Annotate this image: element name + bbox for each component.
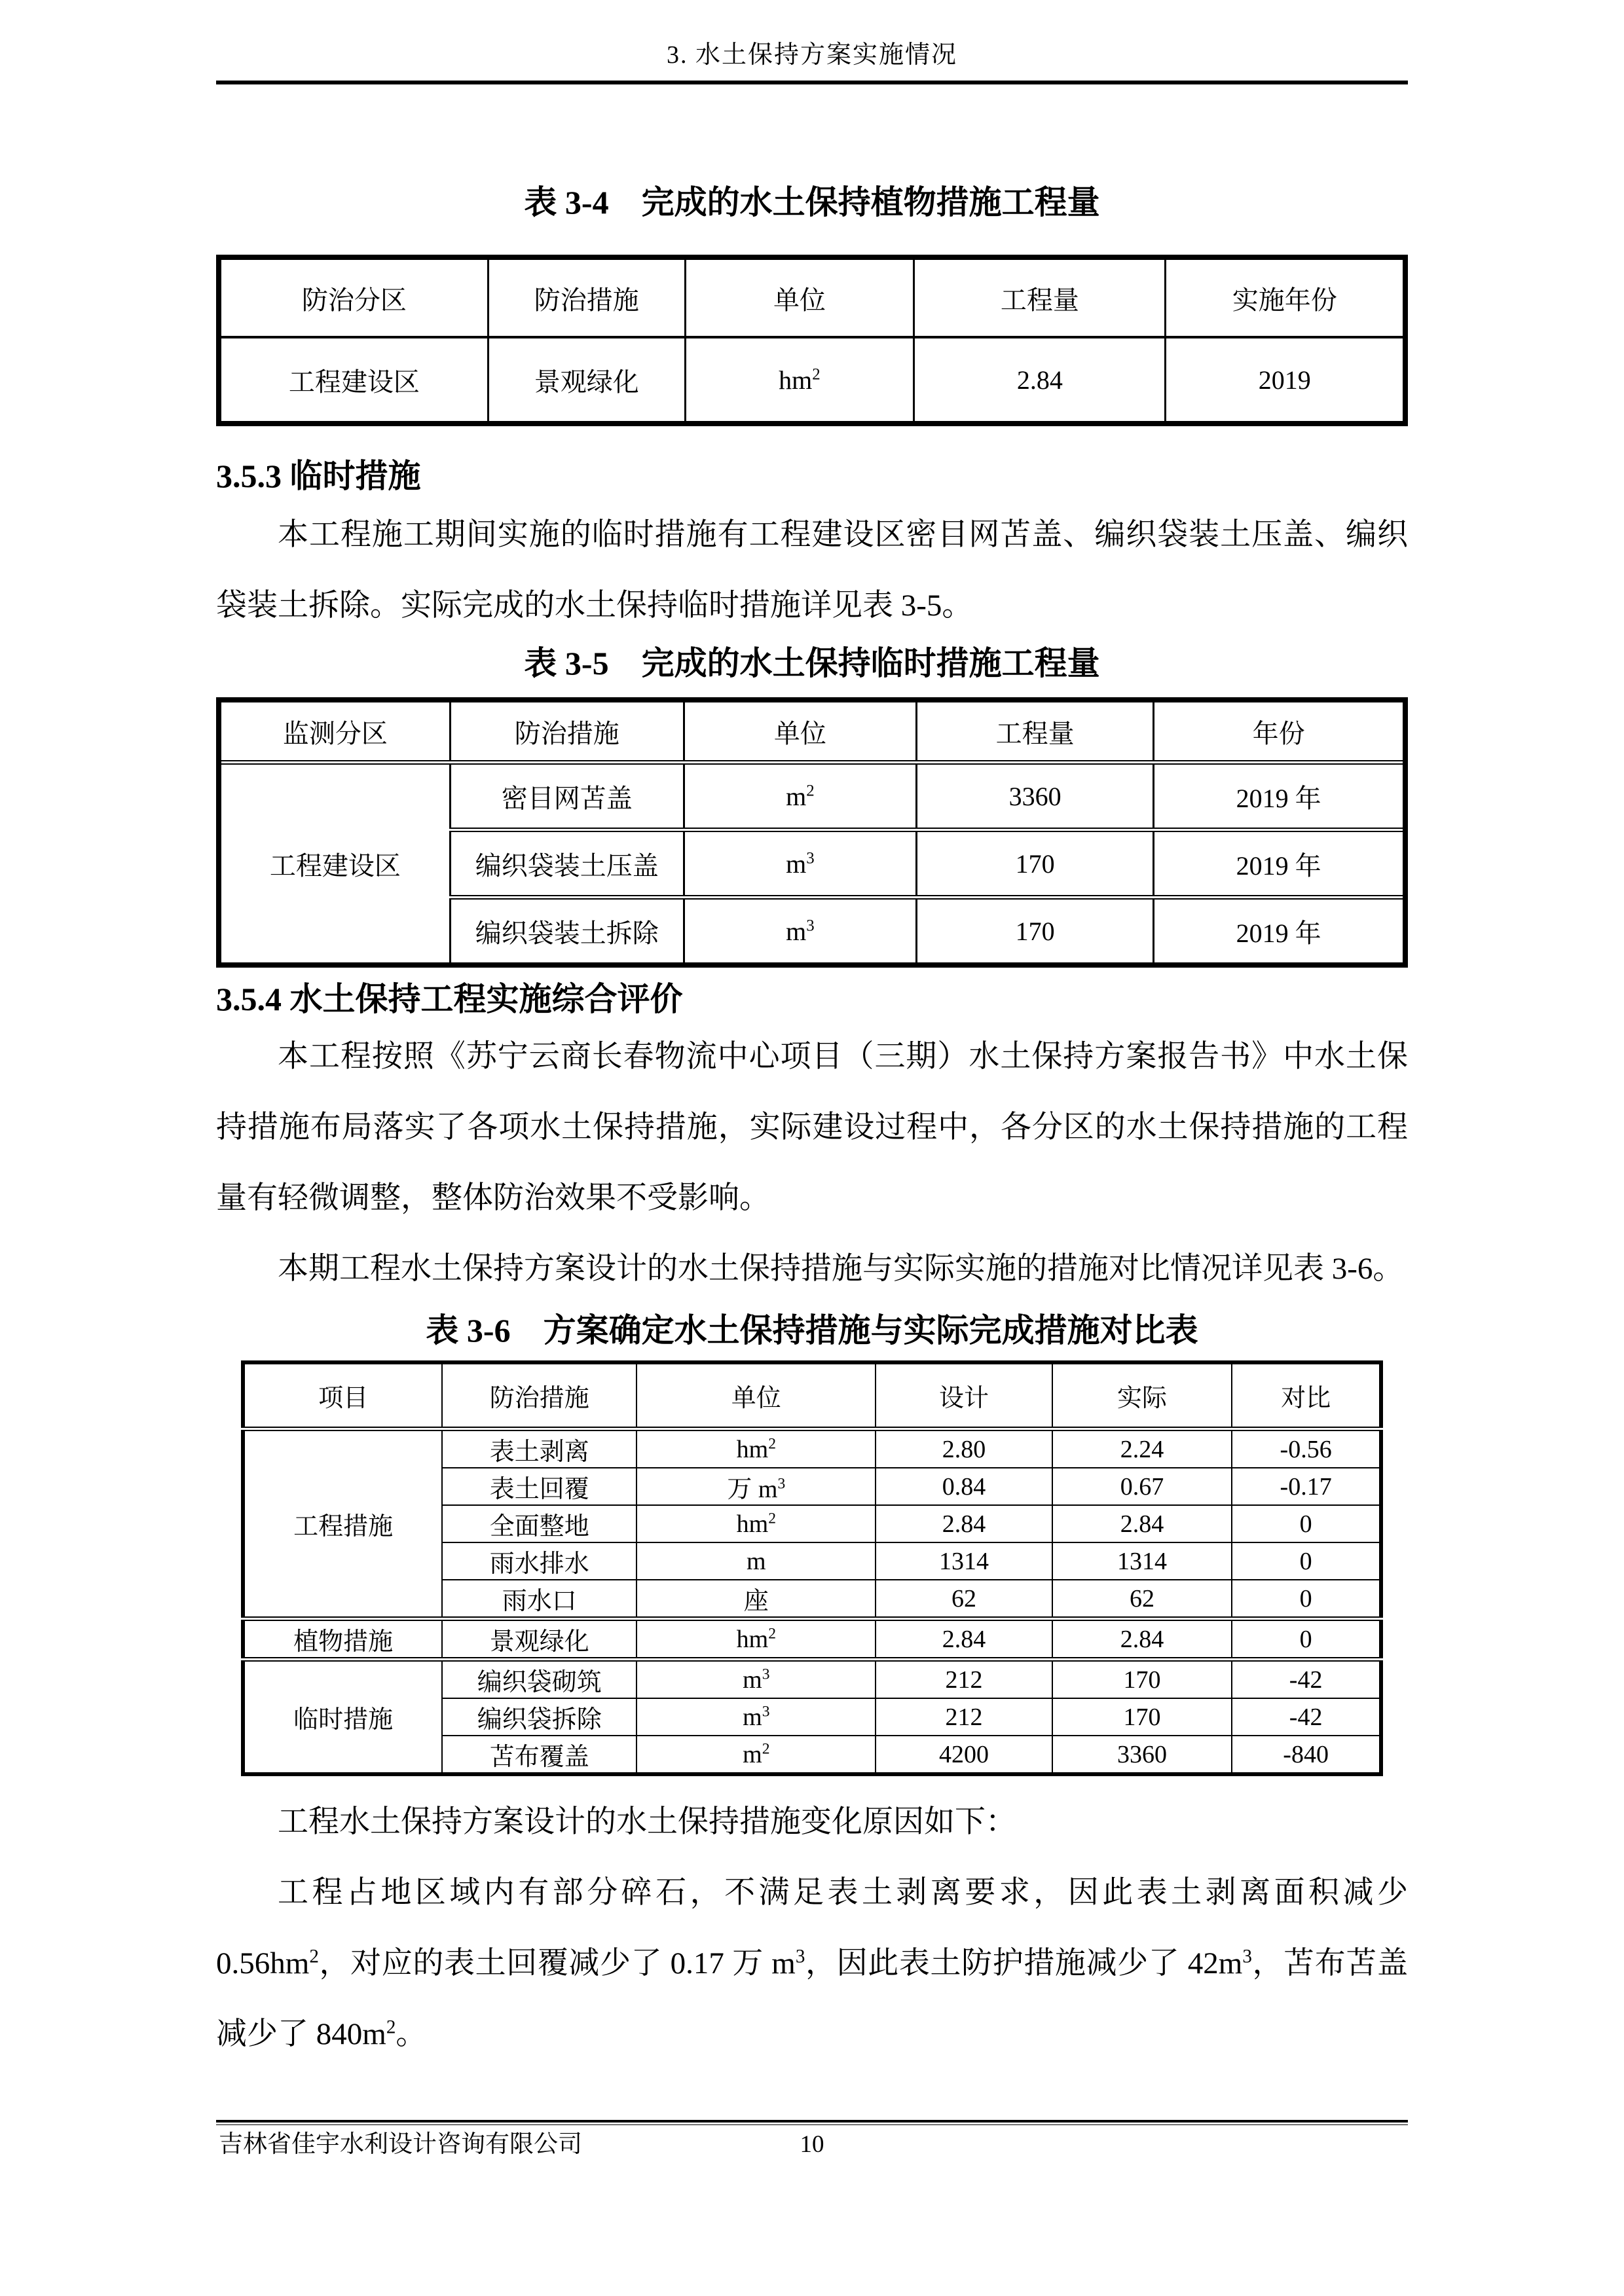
column-header: 实际 xyxy=(1052,1362,1232,1429)
table-cell: 编织袋砌筑 xyxy=(442,1660,637,1699)
table-cell: 62 xyxy=(876,1580,1052,1619)
table-cell: $m^2$ xyxy=(684,763,916,830)
header-rule xyxy=(216,81,1408,84)
footer-page-number: 10 xyxy=(800,2131,824,2158)
running-header: 3. 水土保持方案实施情况 xyxy=(666,41,957,69)
column-header: 年份 xyxy=(1154,700,1405,763)
column-header: 单位 xyxy=(684,700,916,763)
paragraph-change-reasons-intro: 工程水土保持方案设计的水土保持措施变化原因如下： xyxy=(278,1805,1016,1839)
column-header: 对比 xyxy=(1232,1362,1381,1429)
table-cell: 0 xyxy=(1232,1580,1381,1619)
table-3-5-header xyxy=(219,700,1405,763)
paragraph-change-reasons-detail: 工程占地区域内有部分碎石，不满足表土剥离要求，因此表土剥离面积减少 $0.56hm^2$，对应的表土回覆减少了 0.17 万 $m^3$，因此表土防护措施减少了 $42m^3$，苫布苫盖减少了 $840m^2$。 xyxy=(216,1876,1409,2051)
table-cell: $m^3$ xyxy=(684,830,916,898)
table-cell: $hm^2$ xyxy=(637,1429,876,1468)
table-cell: 2.84 xyxy=(1052,1619,1232,1660)
table-cell: 工程建设区 xyxy=(219,337,488,424)
table-cell: 2019 xyxy=(1166,337,1405,424)
section-heading-3-5-3: 3.5.3 临时措施 xyxy=(216,458,421,494)
table-cell: 表土剥离 xyxy=(442,1429,637,1468)
table-cell: -42 xyxy=(1232,1660,1381,1699)
table-cell: 景观绿化 xyxy=(442,1619,637,1660)
table-cell: 170 xyxy=(1052,1698,1232,1736)
table-cell: 2.84 xyxy=(876,1619,1052,1660)
table-cell: 0 xyxy=(1232,1619,1381,1660)
table-cell: 170 xyxy=(916,898,1153,966)
table-cell: 座 xyxy=(637,1580,876,1619)
table-cell: 0.67 xyxy=(1052,1468,1232,1505)
table-cell: 62 xyxy=(1052,1580,1232,1619)
column-header: 防治分区 xyxy=(219,257,488,337)
table-cell: 植物措施 xyxy=(243,1619,442,1660)
table-cell: 密目网苫盖 xyxy=(450,763,684,830)
table-row xyxy=(219,763,1405,830)
page-content xyxy=(216,0,1408,2069)
table-cell: 全面整地 xyxy=(442,1505,637,1542)
table-cell: 万 $m^3$ xyxy=(637,1468,876,1505)
table-cell: -0.56 xyxy=(1232,1429,1381,1468)
table-cell: 雨水口 xyxy=(442,1580,637,1619)
table-3-4-title: 表 3-4 完成的水土保持植物措施工程量 xyxy=(524,184,1100,221)
table-cell: 苫布覆盖 xyxy=(442,1736,637,1774)
column-header: 单位 xyxy=(637,1362,876,1429)
table-cell: 0 xyxy=(1232,1505,1381,1542)
table-3-4-header xyxy=(219,257,1405,337)
table-3-5 xyxy=(216,697,1408,968)
table-cell: 0 xyxy=(1232,1542,1381,1580)
table-3-6-body xyxy=(243,1429,1381,1775)
table-cell: 212 xyxy=(876,1698,1052,1736)
table-cell: 2.24 xyxy=(1052,1429,1232,1468)
table-3-6-header xyxy=(243,1362,1381,1429)
column-header: 防治措施 xyxy=(442,1362,637,1429)
table-cell: 编织袋装土压盖 xyxy=(450,830,684,898)
table-3-4 xyxy=(216,255,1408,426)
table-cell: 工程措施 xyxy=(243,1429,442,1619)
table-cell: m xyxy=(637,1542,876,1580)
table-cell: $hm^2$ xyxy=(685,337,914,424)
table-cell: $m^3$ xyxy=(637,1660,876,1699)
table-cell: $hm^2$ xyxy=(637,1619,876,1660)
table-3-5-body xyxy=(219,763,1405,966)
table-cell: 1314 xyxy=(876,1542,1052,1580)
column-header: 工程量 xyxy=(914,257,1166,337)
paragraph-temporary-measures: 本工程施工期间实施的临时措施有工程建设区密目网苫盖、编织袋装土压盖、编织袋装土拆除。实际完成的水土保持临时措施详见表 3-5。 xyxy=(216,518,1408,623)
column-header: 防治措施 xyxy=(450,700,684,763)
table-cell: 3360 xyxy=(916,763,1153,830)
table-3-5-title: 表 3-5 完成的水土保持临时措施工程量 xyxy=(524,645,1100,682)
column-header: 工程量 xyxy=(916,700,1153,763)
table-cell: $m^3$ xyxy=(684,898,916,966)
section-heading-3-5-4: 3.5.4 水土保持工程实施综合评价 xyxy=(216,981,683,1017)
table-cell: $hm^2$ xyxy=(637,1505,876,1542)
table-cell: 景观绿化 xyxy=(488,337,685,424)
table-cell: 4200 xyxy=(876,1736,1052,1774)
table-cell: -0.17 xyxy=(1232,1468,1381,1505)
table-cell: 2019 年 xyxy=(1154,763,1405,830)
table-cell: 编织袋装土拆除 xyxy=(450,898,684,966)
column-header: 单位 xyxy=(685,257,914,337)
table-row xyxy=(243,1429,1381,1468)
table-cell: 212 xyxy=(876,1660,1052,1699)
column-header: 实施年份 xyxy=(1166,257,1405,337)
footer-rule-thin xyxy=(216,2124,1408,2125)
table-row xyxy=(219,337,1405,424)
table-cell: 170 xyxy=(916,830,1153,898)
column-header: 监测分区 xyxy=(219,700,450,763)
paragraph-comparison-reference: 本期工程水土保持方案设计的水土保持措施与实际实施的措施对比情况详见表 3-6。 xyxy=(278,1252,1404,1286)
table-cell: 2.84 xyxy=(914,337,1166,424)
paragraph-overall-evaluation: 本工程按照《苏宁云商长春物流中心项目（三期）水土保持方案报告书》中水土保持措施布局落实了各项水土保持措施，实际建设过程中，各分区的水土保持措施的工程量有轻微调整，整体防治效果不受影响。 xyxy=(216,1040,1408,1215)
table-cell: 2019 年 xyxy=(1154,898,1405,966)
table-row xyxy=(243,1660,1381,1699)
table-cell: 3360 xyxy=(1052,1736,1232,1774)
table-3-6-title: 表 3-6 方案确定水土保持措施与实际完成措施对比表 xyxy=(426,1312,1198,1349)
table-cell: 2019 年 xyxy=(1154,830,1405,898)
column-header: 防治措施 xyxy=(488,257,685,337)
table-cell: $m^2$ xyxy=(637,1736,876,1774)
table-cell: -840 xyxy=(1232,1736,1381,1774)
footer-rule-thick xyxy=(216,2120,1408,2123)
table-3-4-body xyxy=(219,337,1405,424)
table-cell: 170 xyxy=(1052,1660,1232,1699)
table-cell: 雨水排水 xyxy=(442,1542,637,1580)
table-cell: 0.84 xyxy=(876,1468,1052,1505)
table-cell: 1314 xyxy=(1052,1542,1232,1580)
table-cell: 2.80 xyxy=(876,1429,1052,1468)
footer-company-name: 吉林省佳宇水利设计咨询有限公司 xyxy=(219,2131,582,2158)
column-header: 设计 xyxy=(876,1362,1052,1429)
table-cell: 工程建设区 xyxy=(219,763,450,966)
table-cell: -42 xyxy=(1232,1698,1381,1736)
table-cell: 2.84 xyxy=(876,1505,1052,1542)
table-row xyxy=(243,1619,1381,1660)
column-header: 项目 xyxy=(243,1362,442,1429)
table-cell: $m^3$ xyxy=(637,1698,876,1736)
table-3-6 xyxy=(241,1360,1383,1776)
table-cell: 2.84 xyxy=(1052,1505,1232,1542)
table-cell: 临时措施 xyxy=(243,1660,442,1775)
table-cell: 表土回覆 xyxy=(442,1468,637,1505)
table-cell: 编织袋拆除 xyxy=(442,1698,637,1736)
